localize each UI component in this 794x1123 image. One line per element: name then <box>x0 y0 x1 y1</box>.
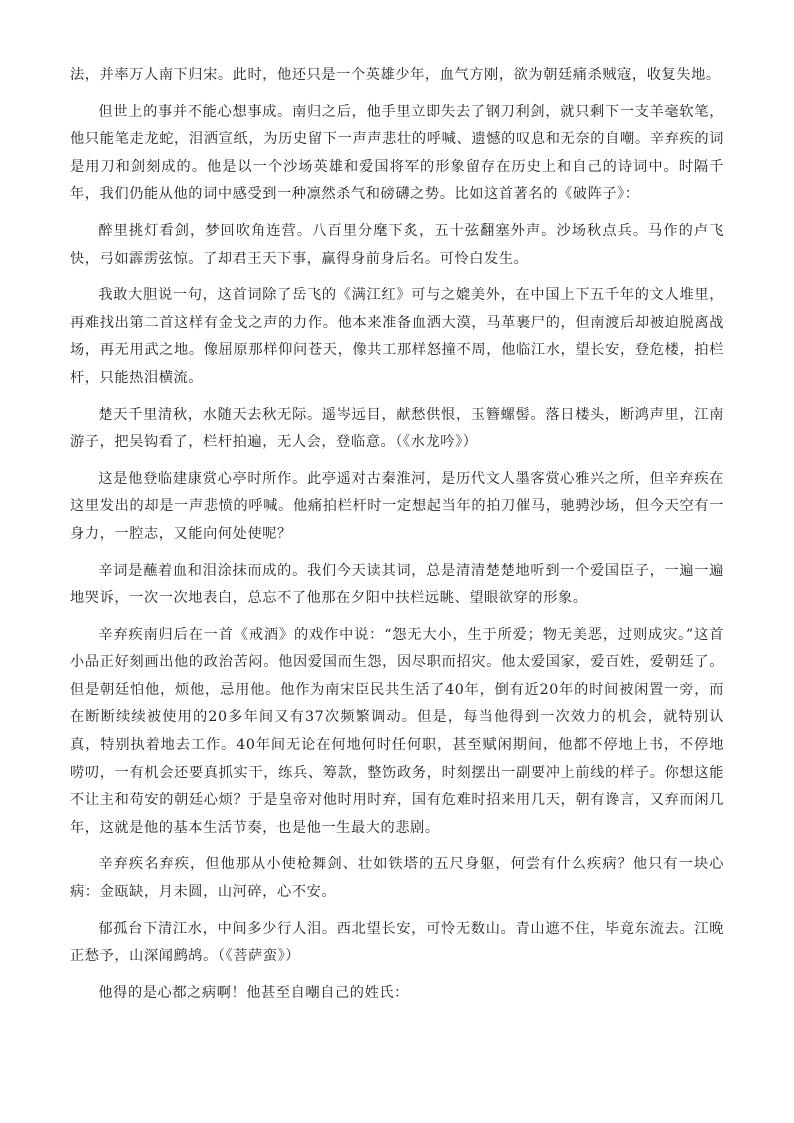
poem-shui-long-yin: 楚天千里清秋，水随天去秋无际。遥岑远目，献愁供恨，玉簪螺髻。落日楼头，断鸿声里，江南游子，把吴钩看了，栏杆拍遍，无人会，登临意。（《水龙吟》） <box>70 406 724 451</box>
paragraph: 辛词是蘸着血和泪涂抹而成的。我们今天读其词，总是清清楚楚地听到一个爱国臣子，一遍一遍地哭诉，一次一次地表白，总忘不了他那在夕阳中扶栏远眺、望眼欲穿的形象。 <box>70 562 724 607</box>
paragraph: 辛弃疾南归后在一首《戒酒》的戏作中说：“怨无大小，生于所爱；物无美恶，过则成灾。”这首小品正好刻画出他的政治苦闷。他因爱国而生怨，因尽职而招灾。他太爱国家，爱百姓，爱朝廷了。但是朝廷怕他，烦他，忌用他。他作为南宋臣民共生活了40年，倒有近20年的时间被闲置一旁，而在断断续续被使用的20多年间又有37次频繁调动。但是，每当他得到一次效力的机会，就特别认真，特别执着地去工作。40年间无论在何地何时任何职，甚至赋闲期间，他都不停地上书，不停地唠叨，一有机会还要真抓实干，练兵、筹款，整饬政务，时刻摆出一副要冲上前线的样子。你想这能不让主和苟安的朝廷心烦？于是皇帝对他时用时弃，国有危难时招来用几天，朝有谗言，又弃而闲几年，这就是他的基本生活节奏，也是他一生最大的悲剧。 <box>70 626 724 836</box>
document-body <box>70 62 724 1016</box>
paragraph: 我敢大胆说一句，这首词除了岳飞的《满江红》可与之媲美外，在中国上下五千年的文人堆里，再难找出第二首这样有金戈之声的力作。他本来准备血洒大漠，马革裹尸的，但南渡后却被迫脱离战场，再无用武之地。像屈原那样仰问苍天，像共工那样怒撞不周，他临江水，望长安，登危楼，拍栏杆，只能热泪横流。 <box>70 287 724 386</box>
poem-pu-sa-man: 郁孤台下清江水，中间多少行人泪。西北望长安，可怜无数山。青山遮不住，毕竟东流去。江晚正愁予，山深闻鹧鸪。（《菩萨蛮》） <box>70 920 724 965</box>
paragraph: 他得的是心都之病啊！他甚至自嘲自己的姓氏： <box>98 984 409 1001</box>
paragraph: 辛弃疾名弃疾，但他那从小使枪舞剑、壮如铁塔的五尺身躯，何尝有什么疾病？他只有一块心病：金瓯缺，月未圆，山河碎，心不安。 <box>70 856 724 901</box>
paragraph: 但世上的事并不能心想事成。南归之后，他手里立即失去了钢刀利剑，就只剩下一支羊毫软笔，他只能笔走龙蛇，泪洒宣纸，为历史留下一声声悲壮的呼喊、遗憾的叹息和无奈的自嘲。辛弃疾的词是用刀和剑刻成的。他是以一个沙场英雄和爱国将军的形象留存在历史上和自己的诗词中。时隔千年，我们仍能从他的词中感受到一种凛然杀气和磅礴之势。比如这首著名的《破阵子》： <box>70 103 724 203</box>
poem-po-zhen-zi: 醉里挑灯看剑，梦回吹角连营。八百里分麾下炙，五十弦翻塞外声。沙场秋点兵。马作的卢飞快，弓如霹雳弦惊。了却君王天下事，赢得身前身后名。可怜白发生。 <box>70 222 724 267</box>
paragraph: 这是他登临建康赏心亭时所作。此亭遥对古秦淮河，是历代文人墨客赏心雅兴之所，但辛弃疾在这里发出的却是一声悲愤的呼喊。他痛拍栏杆时一定想起当年的拍刀催马，驰骋沙场，但今天空有一身力，一腔志，又能向何处使呢？ <box>70 470 724 542</box>
paragraph-continued: 法，并率万人南下归宋。此时，他还只是一个英雄少年，血气方刚，欲为朝廷痛杀贼寇，收复失地。 <box>70 67 721 83</box>
